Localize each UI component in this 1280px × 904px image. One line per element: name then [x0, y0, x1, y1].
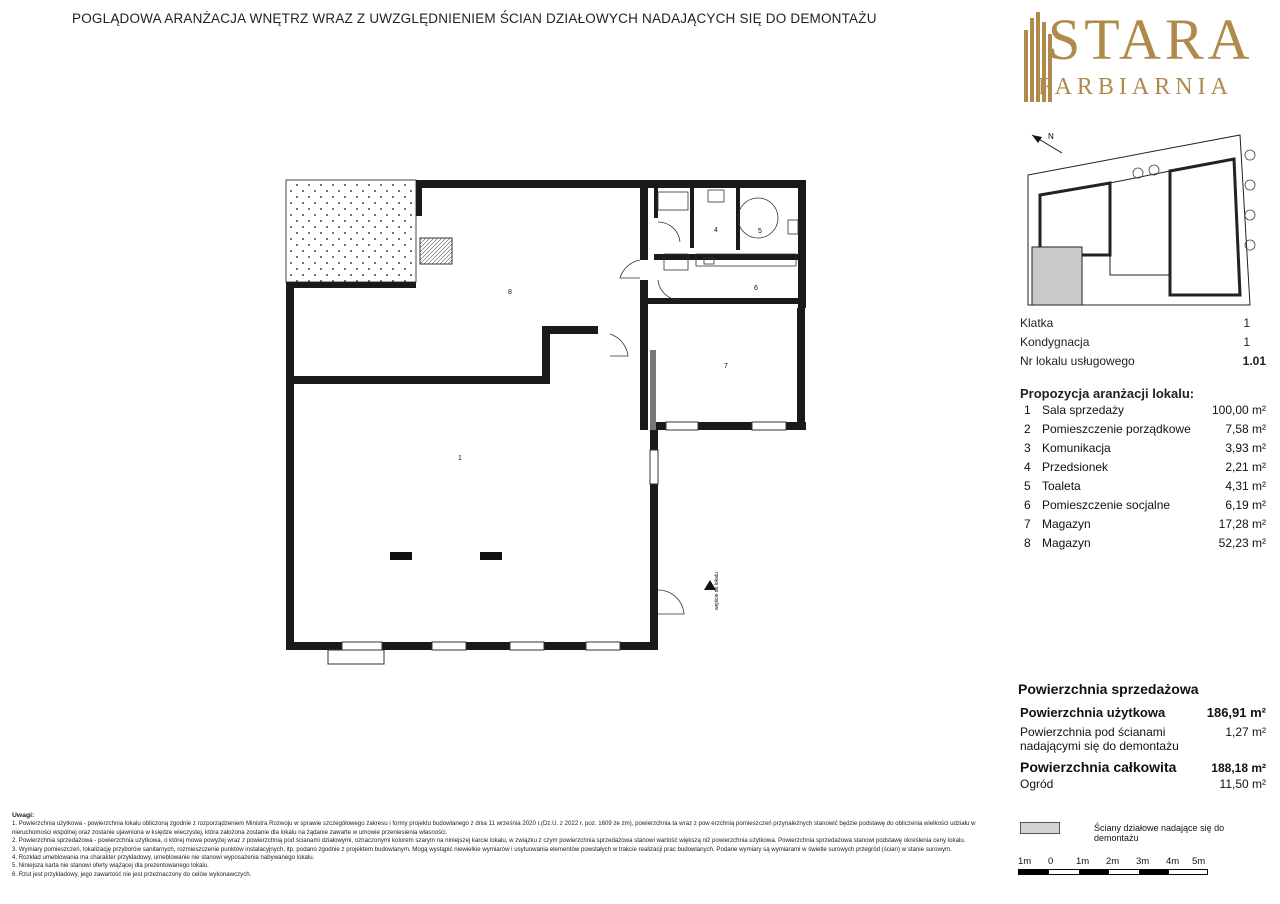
- scale-label: 4m: [1166, 856, 1180, 867]
- room-area: 17,28 m²: [1218, 516, 1266, 531]
- rooms-title: Propozycja aranżacji lokalu:: [1020, 386, 1195, 401]
- room-label-5: 5: [758, 228, 762, 235]
- total-area: [1020, 759, 1266, 775]
- legend-label: Ściany działowe nadające się do demontażu: [1094, 823, 1225, 843]
- room-area: 6,19 m²: [1225, 497, 1266, 512]
- room-row: [1020, 495, 1266, 514]
- scale-segment: [1019, 870, 1049, 874]
- room-no: 7: [1024, 516, 1031, 531]
- info-label: Nr lokalu usługowego: [1020, 353, 1135, 368]
- room-no: 8: [1024, 535, 1031, 550]
- room-area: 100,00 m²: [1211, 402, 1266, 417]
- room-row: [1020, 514, 1266, 533]
- room-label-6: 6: [754, 285, 758, 292]
- room-name: Komunikacja: [1042, 440, 1111, 455]
- legend-swatch: [1020, 822, 1060, 834]
- info-label: Klatka: [1020, 315, 1054, 330]
- highlighted-unit: [1032, 247, 1082, 305]
- room-row: [1020, 419, 1266, 438]
- room-row: [1020, 533, 1266, 552]
- page-title: POGLĄDOWA ARANŻACJA WNĘTRZ WRAZ Z UWZGLĘDNIENIEM ŚCIAN DZIAŁOWYCH NADAJĄCYCH SIĘ DO DEMONTAŻU: [72, 11, 877, 26]
- walls-area: [1020, 725, 1266, 753]
- garden-area-row: [1020, 777, 1266, 791]
- north-label: N: [1048, 132, 1054, 141]
- scale-bar-track: [1018, 869, 1208, 875]
- room-area: 2,21 m²: [1225, 459, 1266, 474]
- scale-label: 5m: [1192, 856, 1206, 867]
- notes: [12, 812, 987, 879]
- room-label-1: 1: [458, 455, 462, 462]
- unit-info: [1020, 313, 1266, 370]
- note-item: 3. Wymiary pomieszczeń, lokalizację przyborów sanitarnych, rozmieszczenie punktów instalacyjnych, itp. podano zgodnie z projektem budowlanym. Mogą wystąpić niewielkie wymiarów i usytuowania elementów powstałych w trakcie realizacji prac budowlanych. Podane wymiary są wymiarami w świetle surowych przegród (ścian) w stanie surowym.: [12, 845, 952, 853]
- room-name: Pomieszczenie socjalne: [1042, 497, 1171, 512]
- scale-label: 0: [1048, 856, 1054, 867]
- garden-area: [286, 180, 416, 282]
- total-area-label: Powierzchnia całkowita: [1020, 759, 1177, 775]
- note-item: 5. Niniejsza karta nie stanowi oferty wiążącej dla prezentowanego lokalu.: [12, 862, 209, 870]
- logo-word-farbiarnia: FARBIARNIA: [1038, 74, 1233, 100]
- room-label-8: 8: [508, 289, 512, 296]
- room-row: [1020, 476, 1266, 495]
- stara-farbiarnia-logo: [1018, 7, 1268, 105]
- info-value: 1: [1243, 315, 1250, 330]
- floor-plan: [270, 170, 830, 680]
- usable-area-value: 186,91 m²: [1206, 705, 1266, 720]
- room-name: Przedsionek: [1042, 459, 1109, 474]
- room-label-4: 4: [714, 227, 718, 234]
- note-item: 6. Rzut jest przykładowy, jego zawartość nie jest przeznaczony do celów wykonawczych.: [12, 870, 252, 878]
- usable-area: [1020, 705, 1266, 720]
- garden-value: 11,50 m²: [1219, 777, 1266, 791]
- note-item: 2. Powierzchnia sprzedażowa - powierzchnia użytkowa, o której mowa powyżej wraz z powierzchnią pod ścianami działowymi, oznaczonymi kolorem szarym na niniejszej karcie lokalu, w związku z czym powierzchnia sprzedażowa stanowi wartość większą niż powierzchnia użytkowa. Powierzchnia sprzedażowa stanowi podstawę określenia ceny lokalu.: [12, 837, 966, 845]
- room-name: Magazyn: [1042, 516, 1091, 531]
- scale-segment: [1139, 870, 1169, 874]
- entrance-label: wejście do lokalu: [714, 572, 720, 610]
- room-no: 3: [1024, 440, 1031, 455]
- scale-label: 1m: [1018, 856, 1032, 867]
- room-area: 52,23 m²: [1218, 535, 1266, 550]
- room-no: 1: [1024, 402, 1031, 417]
- info-value: 1: [1243, 334, 1250, 349]
- usable-area-label: Powierzchnia użytkowa: [1020, 705, 1166, 720]
- total-area-value: 188,18 m²: [1211, 761, 1266, 775]
- room-row: [1020, 438, 1266, 457]
- scale-label: 1m: [1076, 856, 1090, 867]
- notes-title: Uwagi:: [12, 812, 35, 819]
- scale-label: 2m: [1106, 856, 1120, 867]
- info-label: Kondygnacja: [1020, 334, 1090, 349]
- room-name: Magazyn: [1042, 535, 1091, 550]
- room-name: Sala sprzedaży: [1042, 402, 1125, 417]
- north-arrow-icon: [1032, 132, 1062, 153]
- info-value: 1.01: [1242, 353, 1266, 368]
- room-no: 2: [1024, 421, 1031, 436]
- note-item: 1. Powierzchnia użytkowa - powierzchnia lokalu obliczoną zgodnie z rozporządzeniem Ministra Rozwoju w sprawie szczegółowego zakresu i formy projektu budowlanego z dnia 11 września 2020 r.(Dz.U. z 2022 r. poz. 1609 ze zm), powierzchnia ta wraz z pow erzchnią pomieszczeń przynależnych stanowić będzie podstawę do obliczenia wielkości udziału w nieruchomości wspólnej oraz zostanie ujawniona w księdze wieczystej, która założona zostanie dla lokalu na żądanie zawarte w umowie przeniesienia własności.: [12, 820, 976, 836]
- scale-segment: [1079, 870, 1109, 874]
- logo-word-stara: STARA: [1048, 7, 1254, 72]
- room-no: 6: [1024, 497, 1031, 512]
- room-name: Toaleta: [1042, 478, 1081, 493]
- room-area: 3,93 m²: [1225, 440, 1266, 455]
- room-name: Pomieszczenie porządkowe: [1042, 421, 1191, 436]
- walls-area-value: 1,27 m²: [1225, 725, 1266, 739]
- partition-garden: [420, 238, 452, 264]
- legend: [1020, 822, 1268, 843]
- room-row: [1020, 457, 1266, 476]
- room-no: 4: [1024, 459, 1031, 474]
- room-no: 5: [1024, 478, 1031, 493]
- sales-area-title: Powierzchnia sprzedażowa: [1018, 681, 1199, 697]
- entrance-step: [328, 650, 384, 664]
- note-item: 4. Rozkład umeblowania ma charakter przykładowy, umeblowanie nie stanowi wyposażenia nabywanego lokalu.: [12, 854, 315, 862]
- scale-label: 3m: [1136, 856, 1150, 867]
- key-plan: [1010, 125, 1270, 310]
- rooms-list: [1020, 400, 1266, 552]
- pillar: [390, 552, 412, 560]
- room-area: 7,58 m²: [1225, 421, 1266, 436]
- windows: [342, 422, 786, 650]
- room-label-3: 3: [672, 255, 676, 262]
- room-area: 4,31 m²: [1225, 478, 1266, 493]
- room-label-7: 7: [724, 363, 728, 370]
- room-row: [1020, 400, 1266, 419]
- walls-area-label: Powierzchnia pod ścianami nadającymi się do demontażu: [1020, 725, 1179, 753]
- scale-bar: [1018, 856, 1208, 882]
- pillar: [480, 552, 502, 560]
- garden-label: Ogród: [1020, 777, 1054, 791]
